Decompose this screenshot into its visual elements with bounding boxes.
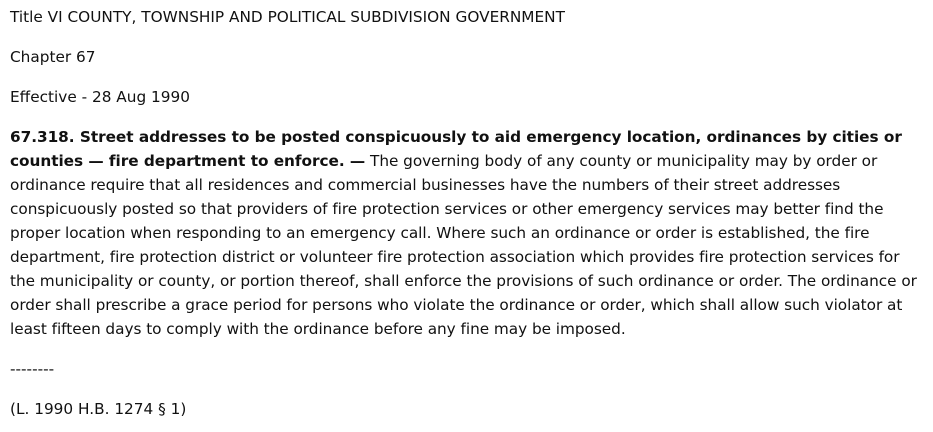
title-line: Title VI COUNTY, TOWNSHIP AND POLITICAL SUBDIVISION GOVERNMENT — [10, 8, 565, 26]
citation-line: (L. 1990 H.B. 1274 § 1) — [10, 400, 187, 418]
effective-date-line: Effective - 28 Aug 1990 — [10, 88, 190, 106]
separator-line: -------- — [10, 360, 55, 378]
section-body: The governing body of any county or municipality may by order or ordinance require that all residences and commercial businesses have the numbers of their street addresses conspicuously posted so that providers of fire protection services or other emergency services may better find the proper location when responding to an emergency call. Where such an ordinance or order is established, the fire department, fire protection district or volunteer fire protection association which provides fire protection services for the municipality or county, or portion thereof, shall enforce the provisions of such ordinance or order. The ordinance or order shall prescribe a grace period for persons who violate the ordinance or order, which shall allow such violator at least fifteen days to comply with the ordinance before any fine may be imposed. — [10, 152, 917, 338]
chapter-line: Chapter 67 — [10, 48, 96, 66]
section-paragraph — [10, 125, 923, 341]
section-heading: 67.318. Street addresses to be posted conspicuously to aid emergency location, ordinances by cities or counties — fire department to enforce. — — [10, 128, 902, 170]
